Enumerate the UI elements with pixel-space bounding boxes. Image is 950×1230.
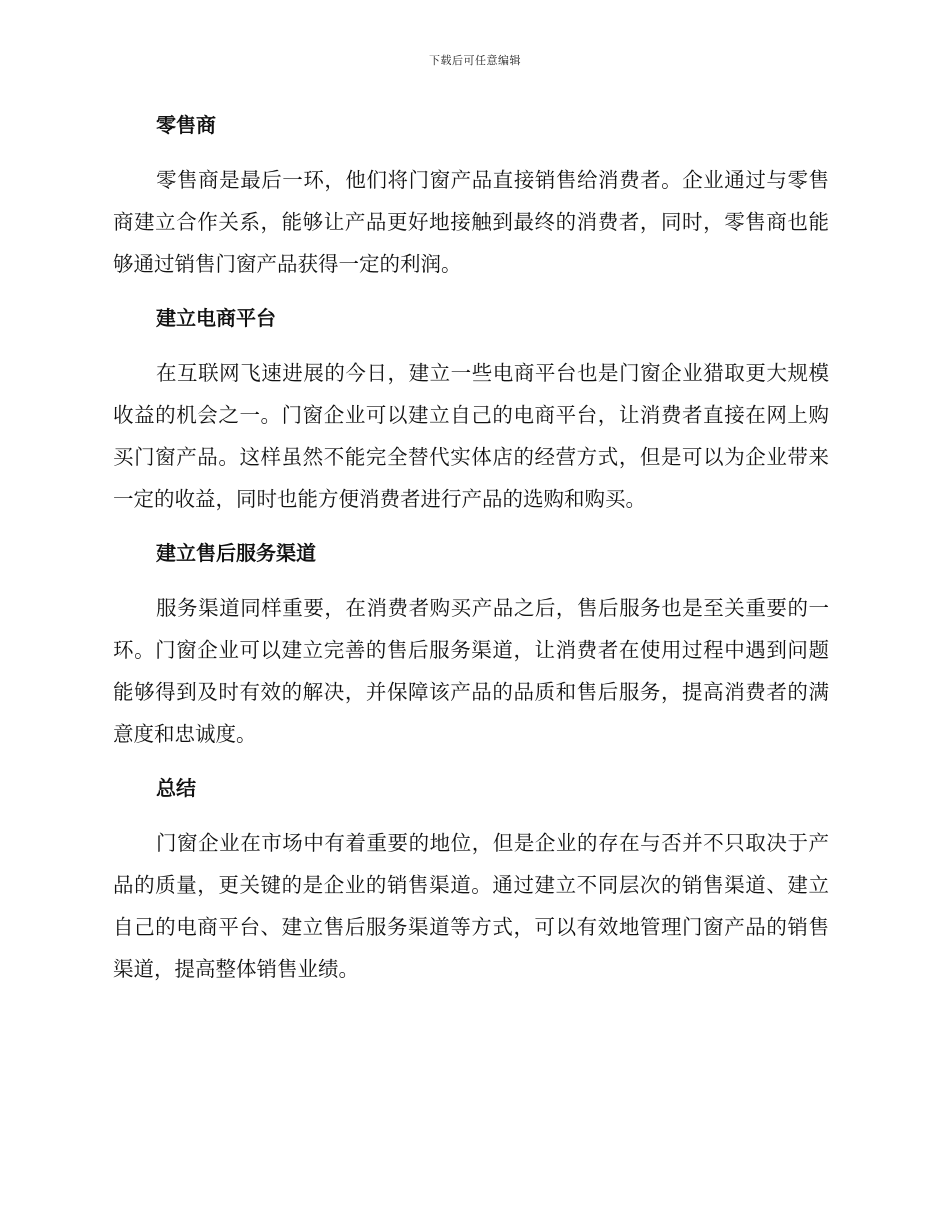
section-paragraph: 零售商是最后一环，他们将门窗产品直接销售给消费者。企业通过与零售商建立合作关系，能够让产品更好地接触到最终的消费者，同时，零售商也能够通过销售门窗产品获得一定的利润。	[113, 168, 829, 276]
section-ecommerce-platform	[113, 297, 829, 520]
document-body	[113, 104, 829, 1002]
section-after-sales	[113, 532, 829, 755]
page-header-note: 下载后可任意编辑	[429, 54, 521, 67]
section-summary	[113, 767, 829, 990]
section-paragraph: 门窗企业在市场中有着重要的地位，但是企业的存在与否并不只取决于产品的质量，更关键的是企业的销售渠道。通过建立不同层次的销售渠道、建立自己的电商平台、建立售后服务渠道等方式，可以有效地管理门窗产品的销售渠道，提高整体销售业绩。	[113, 831, 829, 981]
section-paragraph: 服务渠道同样重要，在消费者购买产品之后，售后服务也是至关重要的一环。门窗企业可以建立完善的售后服务渠道，让消费者在使用过程中遇到问题能够得到及时有效的解决，并保障该产品的品质和售后服务，提高消费者的满意度和忠诚度。	[113, 596, 829, 746]
section-retailer	[113, 104, 829, 285]
section-heading: 建立售后服务渠道	[156, 541, 316, 565]
section-paragraph: 在互联网飞速进展的今日，建立一些电商平台也是门窗企业猎取更大规模收益的机会之一。门窗企业可以建立自己的电商平台，让消费者直接在网上购买门窗产品。这样虽然不能完全替代实体店的经营方式，但是可以为企业带来一定的收益，同时也能方便消费者进行产品的选购和购买。	[113, 361, 829, 511]
section-heading: 零售商	[156, 113, 216, 137]
section-heading: 总结	[156, 776, 196, 800]
section-heading: 建立电商平台	[156, 306, 276, 330]
